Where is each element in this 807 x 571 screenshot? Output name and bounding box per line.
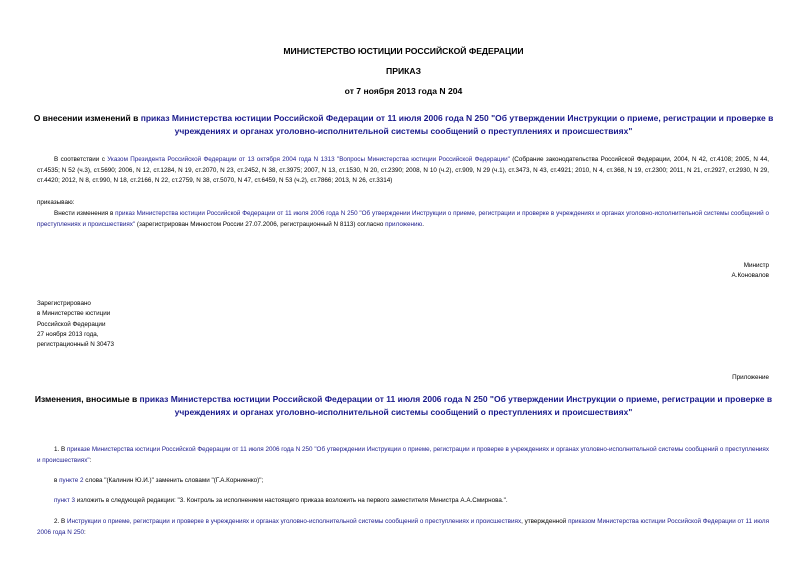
preamble-suffix: (Собрание законодательства Российской Федерации, 2004, N 42, ст.4108; 2005, N 44, ст.4535; N 52 (ч.3), ст.5690; 2006, N 12, ст.1284, N 19, ст.2070, N 23, ст.2452, N 38, ст.3975; 2007, N 13, ст.1530, N 20, ст.2390; 2008, N 10 (ч.2), ст.909, N 29 (ч.1), ст.3473, N 43, ст.4921; 2010, N 4, ст.368, N 19, ст.2300; 2011, N 21, ст.2927, ст.2930, N 29, ст.4420; 2012, N 8, ст.990, N 18, ст.2166, N 22, ст.2759, N 38, ст.5070, N 47, ст.6459, N 53 (ч.2), ст.7866; 2013, N 26, ст.3314) xyxy=(37,156,769,184)
item-1-prefix: 1. В xyxy=(54,446,68,453)
item-1a-suffix: слова "(Калинин Ю.И.)" заменить словами "(Г.А.Корниенко)"; xyxy=(83,477,264,484)
registration-line: в Министерстве юстиции xyxy=(37,310,111,318)
item-1b-link[interactable]: пункт 3 xyxy=(54,497,75,504)
item-2-link[interactable]: Инструкции о приеме, регистрации и проверке в учреждениях и органах уголовно-исполнительной системы сообщений о преступлениях и происшествиях xyxy=(66,518,522,525)
signature-name: А.Коновалов xyxy=(731,272,769,279)
date-number: от 7 ноября 2013 года N 204 xyxy=(344,86,463,96)
order-middle: (зарегистрирован Минюстом России 27.07.2006, регистрационный N 8113) согласно xyxy=(135,220,386,228)
decree-link[interactable]: Указом Президента Российской Федерации от 13 октября 2004 года N 1313 "Вопросы Министерства юстиции Российской Федерации" xyxy=(107,156,510,163)
preamble-paragraph xyxy=(37,155,769,187)
item-1a-link[interactable]: пункте 2 xyxy=(59,477,84,484)
item-2-prefix: 2. В xyxy=(54,518,67,525)
title-prefix: О внесении изменений в xyxy=(33,113,141,123)
item-1a xyxy=(37,476,769,487)
registration-line: 27 ноября 2013 года, xyxy=(37,330,99,338)
item-1b xyxy=(37,496,769,507)
item-1 xyxy=(37,445,769,466)
registration-line: регистрационный N 30473 xyxy=(37,341,115,349)
order-prefix: Внести изменения в xyxy=(54,210,116,217)
doc-type-heading: ПРИКАЗ xyxy=(386,66,421,76)
item-1a-prefix: в xyxy=(54,477,60,484)
order-suffix: . xyxy=(422,220,424,228)
order-title xyxy=(30,112,777,138)
item-1b-suffix: изложить в следующей редакции: "3. Контроль за исполнением настоящего приказа возложить на первого заместителя Министра А.А.Смирнова.". xyxy=(75,497,508,504)
item-2 xyxy=(37,517,769,538)
order-word: приказываю: xyxy=(37,199,75,206)
item-1-suffix: : xyxy=(89,456,92,464)
registration-block xyxy=(37,299,114,350)
title-link[interactable]: приказ Министерства юстиции Российской Федерации от 11 июля 2006 года N 250 "Об утверждении Инструкции о приеме, регистрации и проверке в учреждениях и органах уголовно-исполнительной системы сообщений о преступлениях и происшествиях" xyxy=(140,113,774,136)
item-2-middle: , утвержденной xyxy=(521,518,569,525)
registration-line: Зарегистрировано xyxy=(37,300,91,307)
appendix-title xyxy=(30,393,777,419)
appendix-label: Приложение xyxy=(732,374,769,381)
appendix-title-prefix: Изменения, вносимые в xyxy=(34,394,140,404)
ministry-heading: МИНИСТЕРСТВО ЮСТИЦИИ РОССИЙСКОЙ ФЕДЕРАЦИИ xyxy=(283,46,524,56)
registration-line: Российской Федерации xyxy=(37,320,106,328)
item-2-link2[interactable]: приказом Министерства юстиции Российской Федерации от 11 июля 2006 года N 250 xyxy=(37,518,769,536)
item-1-link[interactable]: приказе Министерства юстиции Российской Федерации от 11 июля 2006 года N 250 "Об утверждении Инструкции о приеме, регистрации и проверке в учреждениях и органах уголовно-исполнительной системы сообщений о преступлениях и происшествиях" xyxy=(37,446,769,464)
appendix-title-link[interactable]: приказ Министерства юстиции Российской Федерации от 11 июля 2006 года N 250 "Об утверждении Инструкции о приеме, регистрации и проверке в учреждениях и органах уголовно-исполнительной системы сообщений о преступлениях и происшествиях" xyxy=(139,394,773,417)
item-2-suffix: : xyxy=(84,528,86,536)
appendix-link[interactable]: приложению xyxy=(385,220,423,228)
order-link[interactable]: приказ Министерства юстиции Российской Федерации от 11 июля 2006 года N 250 "Об утверждении Инструкции о приеме, регистрации и проверке в учреждениях и органах уголовно-исполнительной системы сообщений о преступлениях и происшествиях" xyxy=(37,210,769,228)
preamble-prefix: В соответствии с xyxy=(54,156,108,163)
order-paragraph xyxy=(37,209,769,230)
signature-position: Министр xyxy=(743,262,769,269)
